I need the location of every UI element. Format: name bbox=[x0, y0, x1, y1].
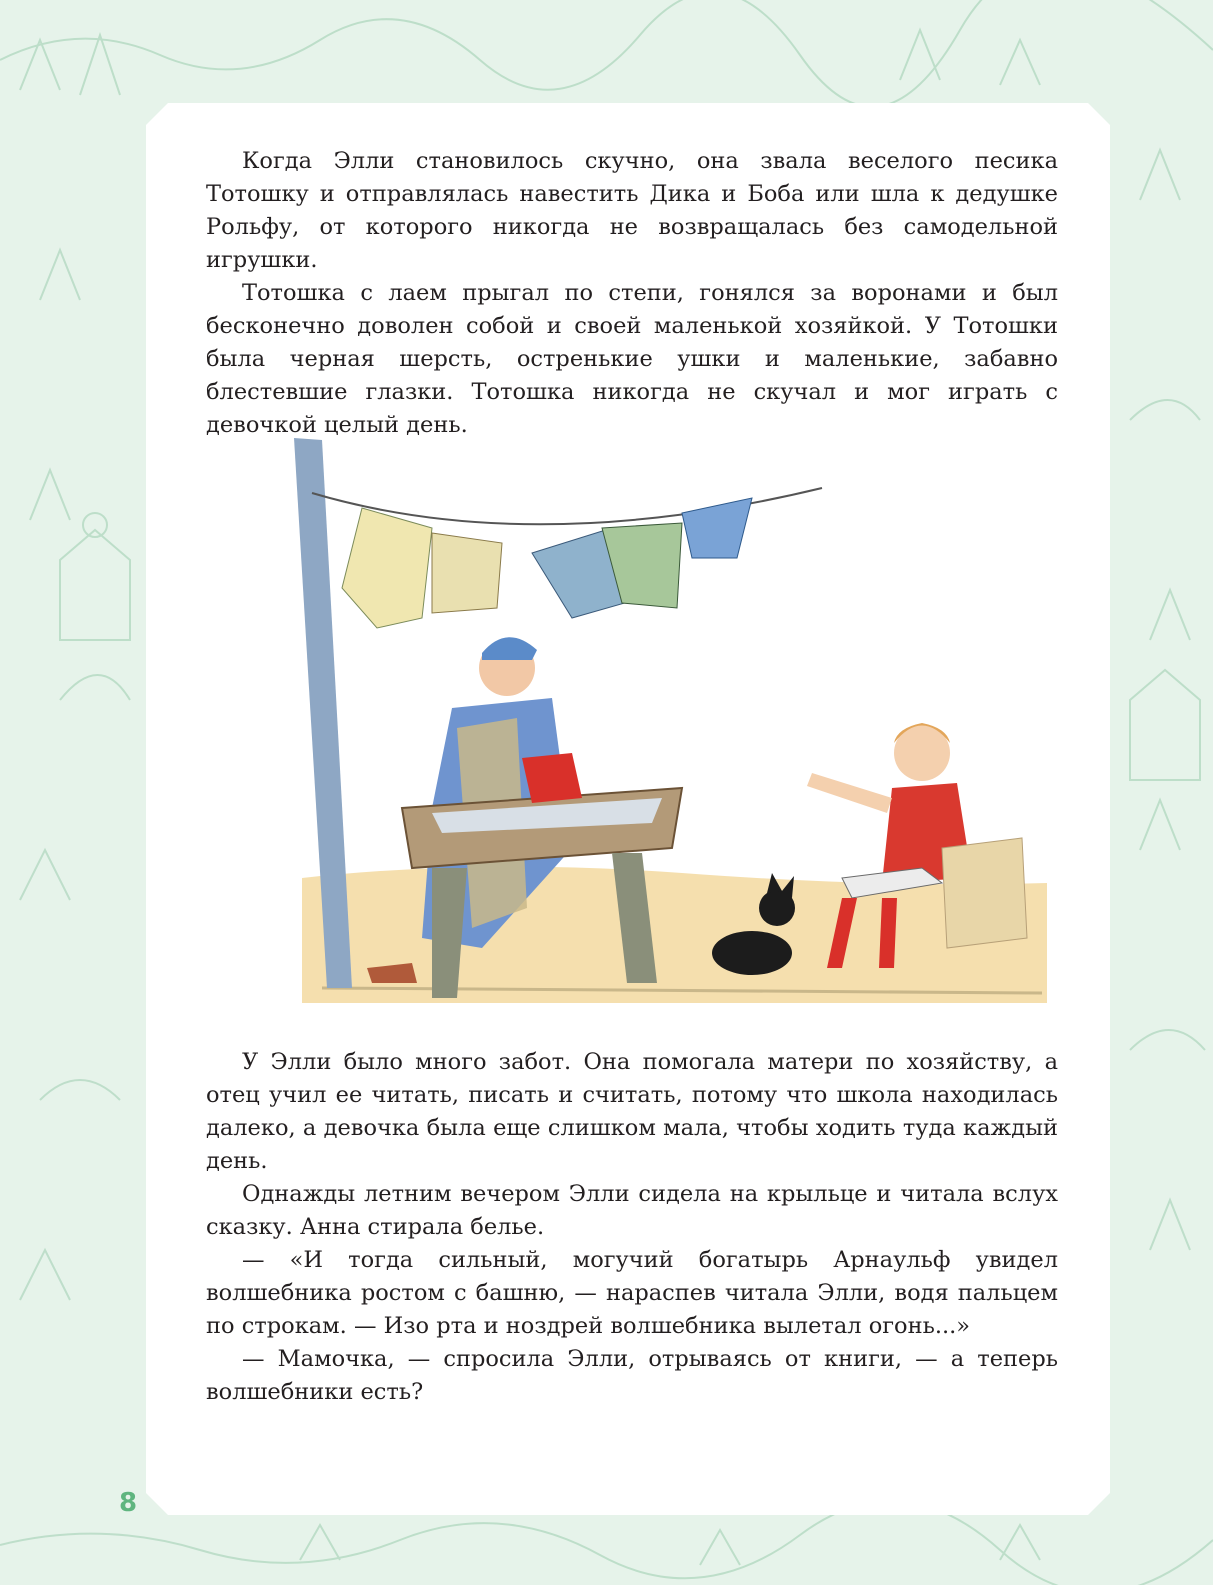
page-number: 8 bbox=[119, 1488, 138, 1518]
text-block-top bbox=[206, 145, 1058, 442]
paragraph: — Мамочка, — спросила Элли, отрываясь от книги, — а теперь волшебники есть? bbox=[206, 1346, 1058, 1405]
paragraph: У Элли было много забот. Она помогала матери по хозяйству, а отец учил ее читать, писать и считать, потому что школа находилась далеко, а девочка была еще слишком мала, чтобы ходить туда каждый день. bbox=[206, 1049, 1058, 1174]
paragraph: Когда Элли становилось скучно, она звала веселого песика Тотошку и отправлялась навестить Дика и Боба или шла к дедушке Рольфу, от которого никогда не возвращалась без самодельной игрушки. bbox=[206, 148, 1058, 273]
paragraph: Тотошка с лаем прыгал по степи, гонялся за воронами и был бесконечно доволен собой и своей маленькой хозяйкой. У Тотошки была черная шерсть, остренькие ушки и маленькие, забавно блестевшие глазки. Тотошка никогда не скучал и мог играть с девочкой целый день. bbox=[206, 280, 1058, 438]
illustration-laundry-scene bbox=[282, 428, 1047, 1028]
text-block-bottom bbox=[206, 1046, 1058, 1409]
paragraph: Однажды летним вечером Элли сидела на крыльце и читала вслух сказку. Анна стирала белье. bbox=[206, 1181, 1058, 1240]
paragraph: — «И тогда сильный, могучий богатырь Арнаульф увидел волшебника ростом с башню, — нараспев читала Элли, водя пальцем по строкам. — Изо рта и ноздрей волшебника вылетал огонь...» bbox=[206, 1247, 1058, 1339]
